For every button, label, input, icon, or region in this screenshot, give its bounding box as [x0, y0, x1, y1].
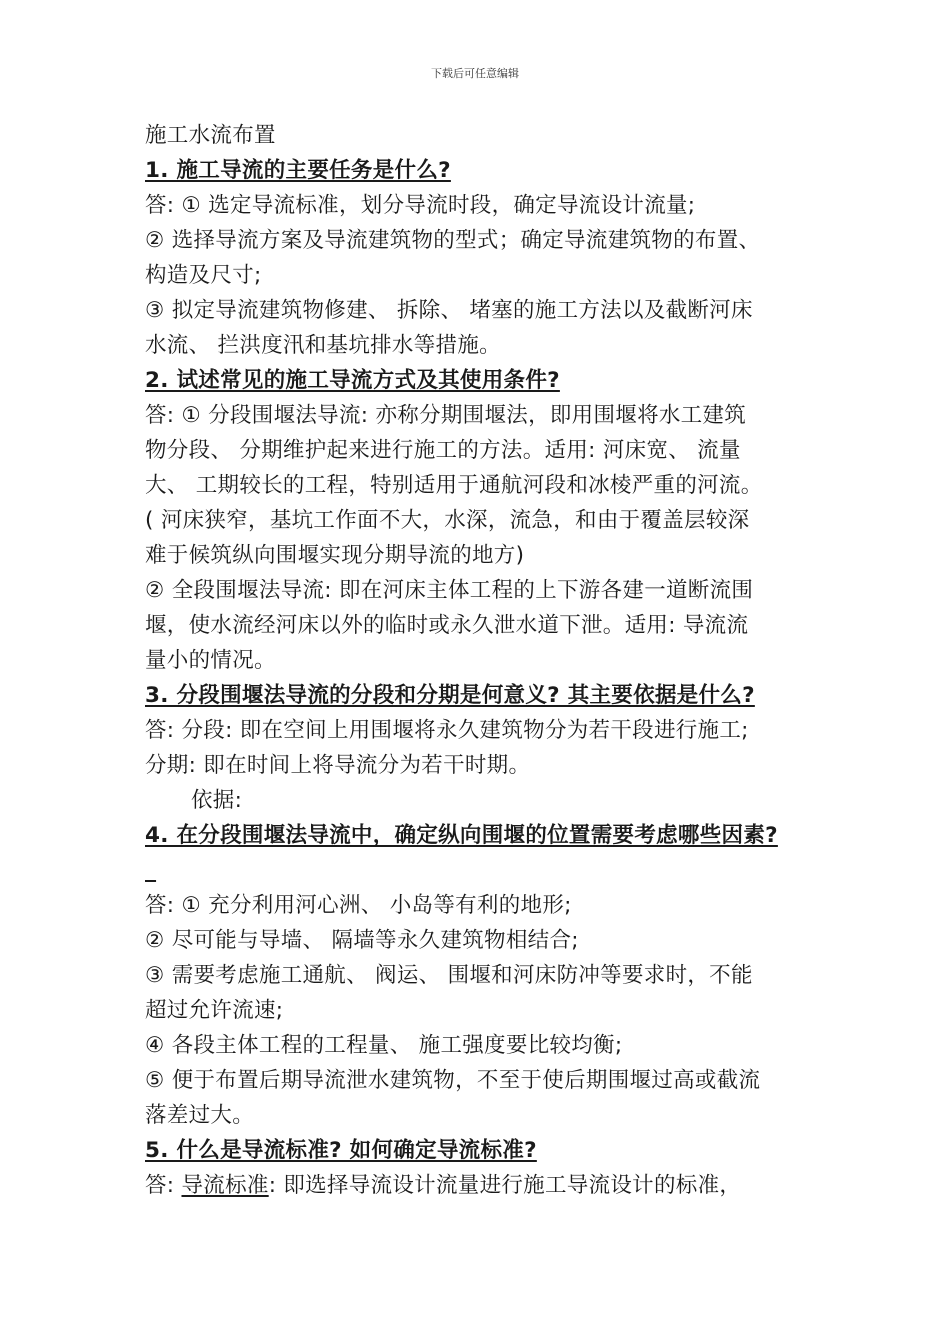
answer-line: ② 尽可能与导墙、 隔墙等永久建筑物相结合; [145, 928, 579, 953]
question-1: 1. 施工导流的主要任务是什么? [145, 158, 451, 183]
question-3: 3. 分段围堰法导流的分段和分期是何意义? 其主要依据是什么? [145, 683, 755, 708]
question-4: 4. 在分段围堰法导流中，确定纵向围堰的位置需要考虑哪些因素? [145, 823, 778, 848]
answer-line: 答: ① 分段围堰法导流: 亦称分期围堰法，即用围堰将水工建筑 [145, 403, 747, 428]
answer-line: ② 全段围堰法导流: 即在河床主体工程的上下游各建一道断流围 [145, 578, 754, 603]
answer-prefix: 答: [145, 1173, 182, 1198]
document-title: 施工水流布置 [145, 123, 276, 148]
answer-line [145, 1168, 825, 1203]
answer-line: 答: ① 充分利用河心洲、 小岛等有利的地形; [145, 893, 572, 918]
question-5: 5. 什么是导流标准? 如何确定导流标准? [145, 1138, 537, 1163]
answer-line: 答: ① 选定导流标准，划分导流时段，确定导流设计流量; [145, 193, 696, 218]
answer-line: 依据: [191, 788, 243, 813]
answer-line: 分期: 即在时间上将导流分为若干时期。 [145, 753, 531, 778]
document-body [145, 118, 825, 1203]
page-header: 下载后可任意编辑 [431, 67, 519, 80]
answer-rest: : 即选择导流设计流量进行施工导流设计的标准， [268, 1173, 742, 1198]
answer-line: 难于候筑纵向围堰实现分期导流的地方) [145, 543, 525, 568]
term-underlined: 导流标准 [181, 1173, 269, 1198]
answer-line: 水流、 拦洪度汛和基坑排水等措施。 [145, 333, 501, 358]
answer-line: ② 选择导流方案及导流建筑物的型式；确定导流建筑物的布置、 [145, 228, 761, 253]
answer-line: ( 河床狭窄，基坑工作面不大，水深，流急，和由于覆盖层较深 [145, 508, 750, 533]
answer-line: 答: 分段: 即在空间上用围堰将永久建筑物分为若干段进行施工; [145, 718, 749, 743]
answer-line: ③ 拟定导流建筑物修建、 拆除、 堵塞的施工方法以及截断河床 [145, 298, 753, 323]
answer-line: 物分段、 分期维护起来进行施工的方法。适用: 河床宽、 流量 [145, 438, 741, 463]
answer-line: ④ 各段主体工程的工程量、 施工强度要比较均衡; [145, 1033, 623, 1058]
question-4-continuation: _ [145, 858, 157, 883]
answer-line: 构造及尺寸; [145, 263, 262, 288]
answer-line: 大、 工期较长的工程，特别适用于通航河段和冰棱严重的河流。 [145, 473, 763, 498]
answer-line: 超过允许流速; [145, 998, 284, 1023]
answer-line: 堰，使水流经河床以外的临时或永久泄水道下泄。适用: 导流流 [145, 613, 749, 638]
question-2: 2. 试述常见的施工导流方式及其使用条件? [145, 368, 560, 393]
answer-line: ③ 需要考虑施工通航、 阀运、 围堰和河床防冲等要求时，不能 [145, 963, 753, 988]
answer-line: ⑤ 便于布置后期导流泄水建筑物，不至于使后期围堰过高或截流 [145, 1068, 761, 1093]
answer-line: 落差过大。 [145, 1103, 255, 1128]
answer-line: 量小的情况。 [145, 648, 276, 673]
